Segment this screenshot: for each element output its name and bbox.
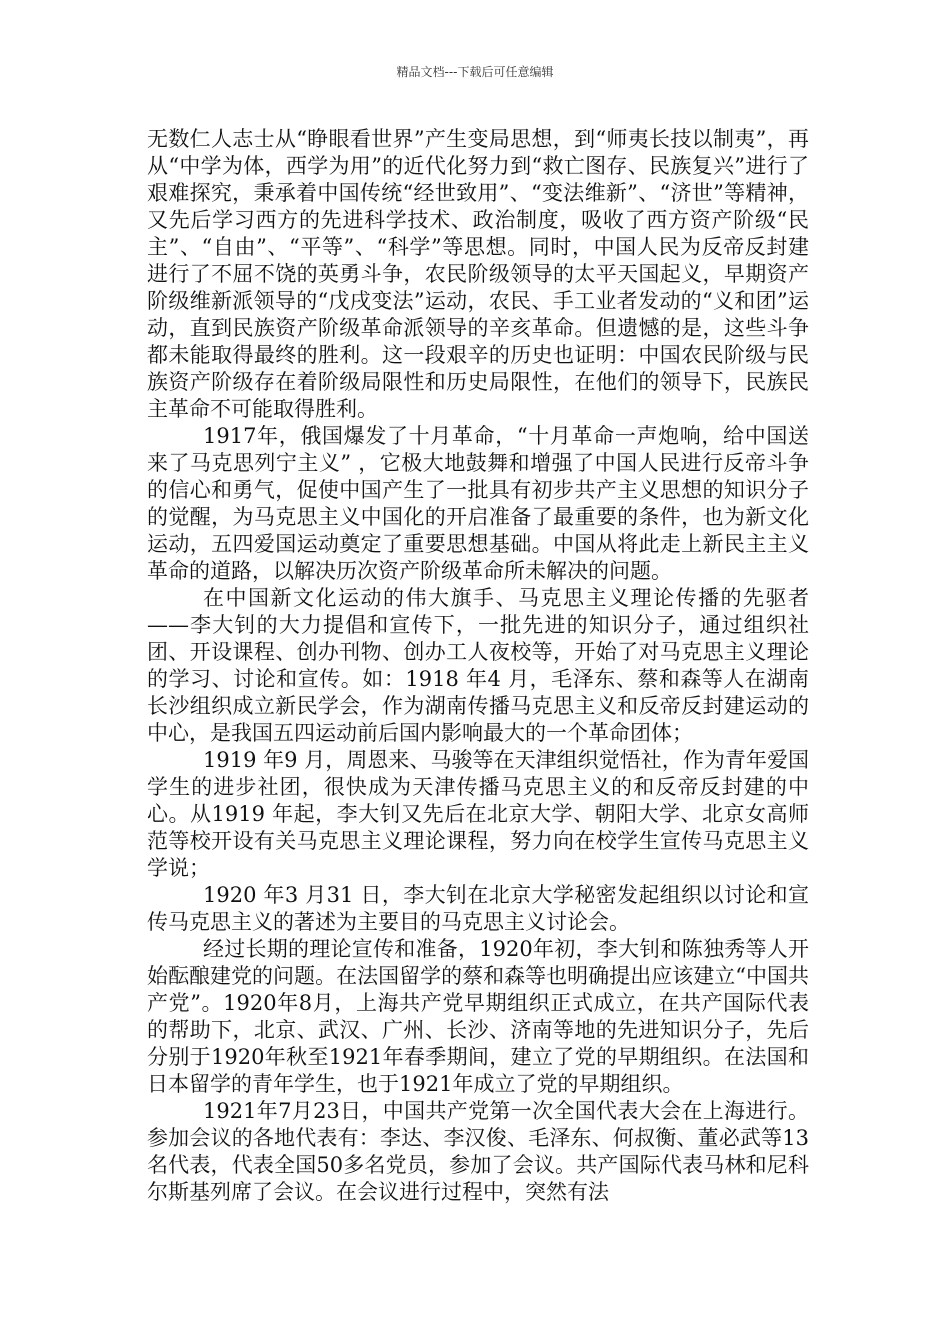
- paragraph-1: 无数仁人志士从“睁眼看世界”产生变局思想，到“师夷长技以制夷”，再从“中学为体，西学为用”的近代化努力到“救亡图存、民族复兴”进行了艰难探究，秉承着中国传统“经世致用”、“变法维新”、“济世”等精神，又先后学习西方的先进科学技术、政治制度，吸收了西方资产阶级“民主”、“自由”、“平等”、“科学”等思想。同时，中国人民为反帝反封建进行了不屈不饶的英勇斗争，农民阶级领导的太平天国起义，早期资产阶级维新派领导的“戊戌变法”运动，农民、手工业者发动的“义和团”运动，直到民族资产阶级革命派领导的辛亥革命。但遗憾的是，这些斗争都未能取得最终的胜利。这一段艰辛的历史也证明：中国农民阶级与民族资产阶级存在着阶级局限性和历史局限性，在他们的领导下，民族民主革命不可能取得胜利。: [147, 127, 809, 421]
- document-body: [147, 126, 809, 1206]
- paragraph-6: 经过长期的理论宣传和准备，1920年初，李大钊和陈独秀等人开始酝酿建党的问题。在法国留学的蔡和森等也明确提出应该建立“中国共产党”。1920年8月，上海共产党早期组织正式成立，在共产国际代表的帮助下，北京、武汉、广州、长沙、济南等地的先进知识分子，先后分别于1920年秋至1921年春季期间，建立了党的早期组织。在法国和日本留学的青年学生，也于1921年成立了党的早期组织。: [147, 937, 809, 1096]
- paragraph-3: 在中国新文化运动的伟大旗手、马克思主义理论传播的先驱者——李大钊的大力提倡和宣传下，一批先进的知识分子，通过组织社团、开设课程、创办刊物、创办工人夜校等，开始了对马克思主义理论的学习、讨论和宣传。如：1918 年4 月，毛泽东、蔡和森等人在湖南长沙组织成立新民学会，作为湖南传播马克思主义和反帝反封建运动的中心，是我国五四运动前后国内影响最大的一个革命团体；: [147, 586, 809, 745]
- paragraph-5: 1920 年3 月31 日，李大钊在北京大学秘密发起组织以讨论和宣传马克思主义的著述为主要目的马克思主义讨论会。: [147, 883, 809, 934]
- paragraph-4: 1919 年9 月，周恩来、马骏等在天津组织觉悟社，作为青年爱国学生的进步社团，很快成为天津传播马克思主义的和反帝反封建的中心。从1919 年起，李大钊又先后在北京大学、朝阳大学、北京女高师范等校开设有关马克思主义理论课程，努力向在校学生宣传马克思主义学说；: [147, 748, 809, 880]
- paragraph-2: 1917年，俄国爆发了十月革命，“十月革命一声炮响，给中国送来了马克思列宁主义” ，它极大地鼓舞和增强了中国人民进行反帝斗争的信心和勇气，促使中国产生了一批具有初步共产主义思想的知识分子的觉醒，为马克思主义中国化的开启准备了最重要的条件，也为新文化运动，五四爱国运动奠定了重要思想基础。中国从将此走上新民主主义革命的道路，以解决历次资产阶级革命所未解决的问题。: [147, 424, 809, 583]
- paragraph-7: 1921年7月23日，中国共产党第一次全国代表大会在上海进行。参加会议的各地代表有：李达、李汉俊、毛泽东、何叔衡、董必武等13名代表，代表全国50多名党员，参加了会议。共产国际代表马林和尼科尔斯基列席了会议。在会议进行过程中，突然有法: [147, 1099, 809, 1204]
- page-header: 精品文档---下载后可任意编辑: [396, 65, 554, 79]
